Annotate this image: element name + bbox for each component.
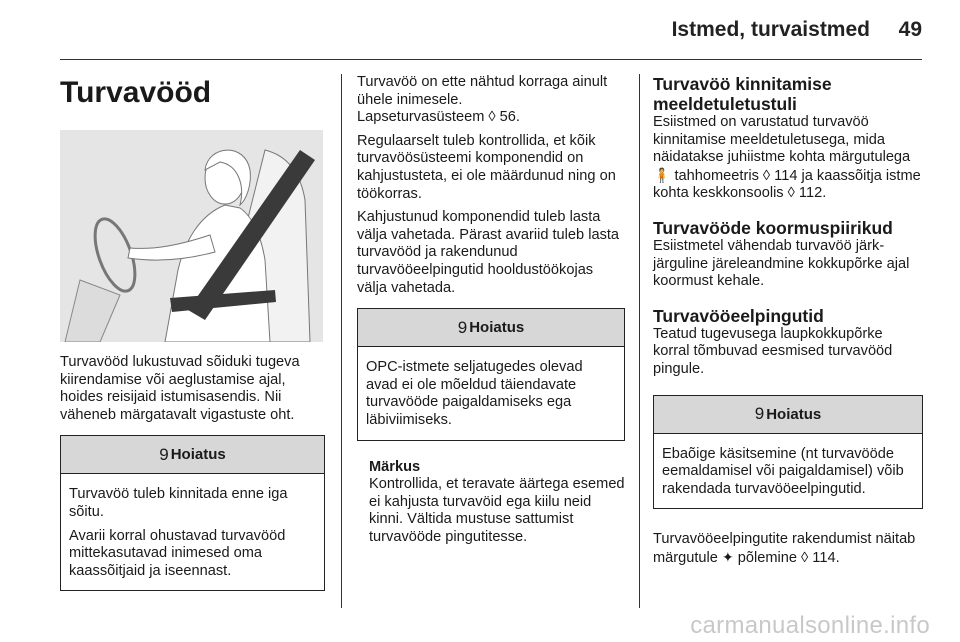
column-divider	[341, 74, 342, 608]
column-divider	[639, 74, 640, 608]
warning-body	[358, 347, 624, 439]
warning-header	[654, 396, 922, 434]
header-divider	[60, 59, 922, 60]
section-title: Turvavööd	[60, 76, 212, 109]
paragraph-text: Turvavööeelpingutite rakendumist näitab märgutule	[653, 531, 916, 566]
subheading: Turvavööeelpingutid	[653, 305, 824, 326]
warning-box	[60, 435, 325, 591]
paragraph	[653, 114, 923, 203]
warning-text: Avarii korral ohustavad turvavööd mittekasutavad inimesed oma kaassõitjaid ja iseennast.	[69, 527, 286, 579]
subheading: Turvavöö kinnitamise meeldetuletustuli	[653, 74, 832, 114]
paragraph: Teatud tugevusega laupkokkupõrke korral tõmbuvad eesmised turvavööd pingule.	[653, 325, 893, 377]
warning-body	[654, 434, 922, 509]
warning-header	[358, 309, 624, 347]
note-block	[369, 459, 625, 547]
airbag-icon: ✦	[721, 548, 734, 565]
note-text: Kontrollida, et teravate äärtega esemed ei kahjusta turvavöid ega kiilu neid kinni. Vältida mustuse sattumist turvavööde pingutitesse.	[369, 476, 625, 545]
paragraph: Turvavöö on ette nähtud korraga ainult ühele inimesele.	[357, 74, 608, 108]
page-number: 49	[898, 18, 922, 41]
warning-text: Ebaõige käsitsemine (nt turvavööde eemaldamisel või paigaldamisel) võib rakendada turvavööeelpingutid.	[662, 445, 904, 497]
column-1	[60, 74, 325, 591]
paragraph-text: tahhomeetris ◊ 114 ja kaassõitja istme kohta keskkonsoolis ◊ 112.	[653, 167, 921, 202]
paragraph: Regulaarselt tuleb kontrollida, et kõik turvavöösüsteemi komponendid on kahjustusteta, ei ole määrdunud ning on töökorras.	[357, 132, 616, 202]
seatbelt-icon: 🧍	[653, 166, 671, 183]
paragraph: Kahjustunud komponendid tuleb lasta välja vahetada. Pärast avariid tuleb lasta turvavööd ja rakendunud turvavööeelpingutid hooldustöökojas välja vahetada.	[357, 209, 620, 296]
warning-icon: 9	[754, 404, 765, 424]
subheading: Turvavööde koormuspiirikud	[653, 217, 893, 238]
warning-text: OPC-istmete seljatugedes olevad avad ei ole mõeldud täiendavate turvavööde paigaldamiseks ega läbiviimiseks.	[366, 359, 583, 428]
paragraph-text: Esiistmed on varustatud turvavöö kinnitamise meeldetuletusega, mida näidatakse juhiistme kohta märgutulega	[653, 114, 911, 166]
column-2	[357, 74, 625, 546]
column-3	[653, 74, 923, 568]
paragraph: Esiistmetel vähendab turvavöö järk- järguline järeleandmine kokkupõrke ajal koormust kehale.	[653, 237, 910, 290]
warning-title: Hoiatus	[766, 405, 822, 423]
warning-box	[653, 395, 923, 510]
warning-body	[61, 474, 324, 590]
warning-box	[357, 308, 625, 440]
seatbelt-illustration	[60, 130, 323, 342]
page-header-title: Istmed, turvaistmed	[671, 18, 870, 41]
paragraph-text: põlemine ◊ 114.	[737, 549, 840, 566]
warning-text: Turvavöö tuleb kinnitada enne iga sõitu.	[69, 486, 288, 520]
warning-title: Hoiatus	[170, 446, 226, 464]
paragraph-reference: Lapseturvasüsteem ◊ 56.	[357, 109, 520, 126]
intro-paragraph: Turvavööd lukustuvad sõiduki tugeva kiirendamise või aeglustamise ajal, hoides reisijaid istumisasendis. Nii väheneb märgatavalt vigastuste oht.	[60, 354, 300, 423]
paragraph	[653, 531, 923, 567]
warning-header	[61, 436, 324, 474]
note-title: Märkus	[369, 458, 421, 475]
warning-title: Hoiatus	[469, 319, 525, 337]
warning-icon: 9	[159, 444, 169, 464]
warning-icon: 9	[457, 317, 468, 337]
watermark: carmanualsonline.info	[690, 612, 930, 639]
